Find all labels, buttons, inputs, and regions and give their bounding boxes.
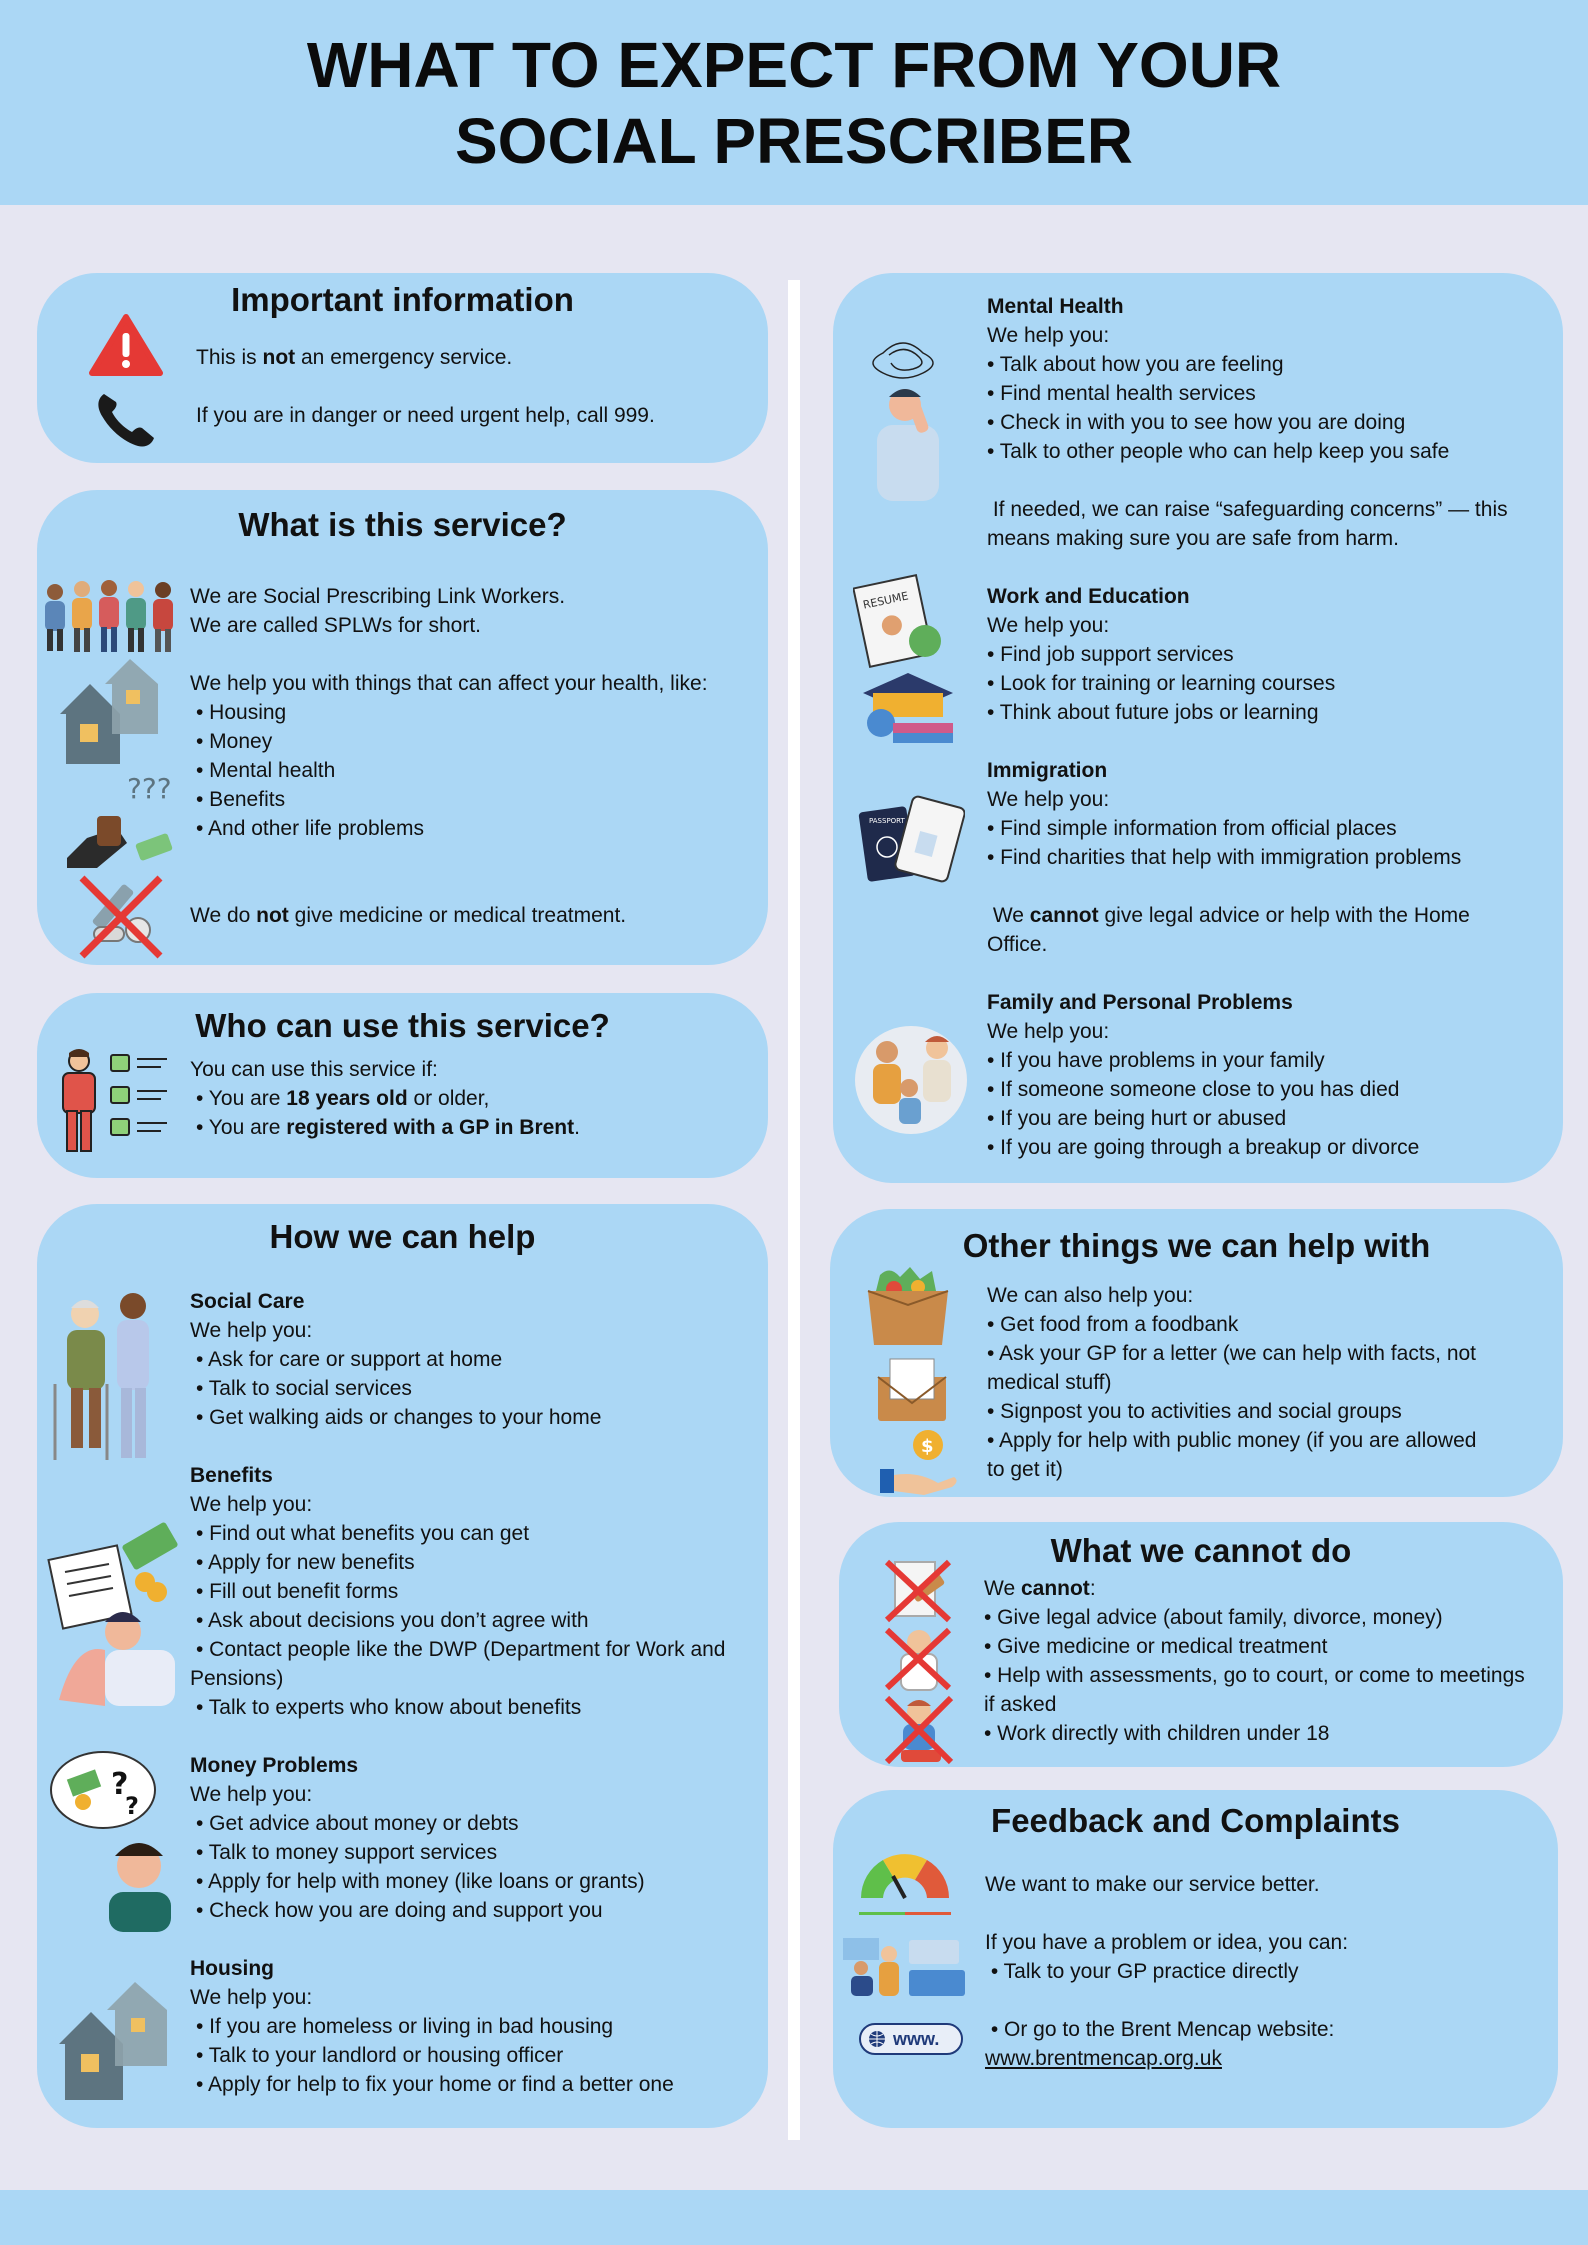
list-item: • Find job support services <box>987 643 1234 666</box>
feedback-text <box>985 1870 1348 2073</box>
list-item: • Apply for new benefits <box>196 1551 415 1574</box>
list-item: • Fill out benefit forms <box>196 1580 399 1603</box>
list-item: • Ask about decisions you don’t agree with <box>196 1609 589 1632</box>
benefits-heading: Benefits <box>190 1464 273 1487</box>
who-b2-a: • You are <box>196 1116 287 1139</box>
page-title-line2: SOCIAL PRESCRIBER <box>454 104 1134 177</box>
family-heading: Family and Personal Problems <box>987 991 1293 1014</box>
list-item: • If you are homeless or living in bad housing <box>196 2015 614 2038</box>
feedback-line2: If you have a problem or idea, you can: <box>985 1931 1349 1954</box>
money-problems-icon <box>45 1744 185 1934</box>
list-item: • Look for training or learning courses <box>987 672 1336 695</box>
social-care-heading: Social Care <box>190 1290 305 1313</box>
no-medicine-icon <box>76 872 166 962</box>
who-intro: You can use this service if: <box>190 1058 438 1081</box>
spacer <box>985 1986 1348 2015</box>
list-item: • Signpost you to activities and social groups <box>987 1400 1402 1423</box>
feedback-card <box>833 1790 1558 2128</box>
who-text <box>190 1055 580 1142</box>
immigration-note-a: We <box>987 904 1030 927</box>
cannot-card <box>839 1522 1563 1767</box>
list-item: • Apply for help with public money (if you are allowed <box>987 1429 1477 1452</box>
list-item: • Find charities that help with immigration problems <box>987 846 1462 869</box>
list-item: • Talk about how you are feeling <box>987 353 1284 376</box>
who-bullet-gp <box>190 1113 580 1142</box>
warning-icon <box>88 313 164 377</box>
svg-text:???: ??? <box>127 772 172 805</box>
list-item: • Find mental health services <box>987 382 1256 405</box>
www-label: www. <box>893 2028 940 2049</box>
mental-health-section <box>987 292 1508 553</box>
passport-icon <box>855 793 965 893</box>
cannot-title: What we cannot do <box>1050 1532 1352 1569</box>
feedback-option-website: • Or go to the Brent Mencap website: <box>985 2018 1335 2041</box>
how-card <box>37 1204 768 2128</box>
list-item: • Talk to your landlord or housing officer <box>196 2044 564 2067</box>
list-item: • Money <box>196 730 273 753</box>
who-title: Who can use this service? <box>195 1007 610 1044</box>
list-item: • Housing <box>196 701 287 724</box>
we-help-label: We help you: <box>190 1319 313 1342</box>
other-intro: We can also help you: <box>987 1284 1194 1307</box>
benefits-section <box>190 1461 725 1722</box>
people-icon <box>37 574 187 654</box>
checklist-person-icon <box>57 1047 177 1157</box>
resume-education-icon <box>853 573 963 753</box>
who-b2-c: . <box>574 1116 580 1139</box>
what-intro-line2: We are called SPLWs for short. <box>190 614 481 637</box>
important-title: Important information <box>231 281 574 318</box>
list-item: • Apply for help to fix your home or find a better one <box>196 2073 674 2096</box>
list-item: • Talk to experts who know about benefits <box>196 1696 582 1719</box>
cannot-intro-c: : <box>1089 1577 1096 1600</box>
svg-text:RESUME: RESUME <box>861 589 910 612</box>
who-b1-c: or older, <box>407 1087 490 1110</box>
svg-text:PASSPORT: PASSPORT <box>869 817 905 825</box>
spacer <box>987 872 1470 901</box>
money-section <box>190 1751 645 1925</box>
housing-icon <box>49 1974 179 2104</box>
what-card <box>37 490 768 965</box>
list-item: • If you are going through a breakup or divorce <box>987 1136 1420 1159</box>
svg-text:?: ? <box>125 1792 139 1820</box>
work-heading: Work and Education <box>987 585 1190 608</box>
list-item: • If someone someone close to you has died <box>987 1078 1400 1101</box>
other-card <box>830 1209 1563 1497</box>
list-item-continued: to get it) <box>987 1458 1063 1481</box>
important-line1-a: This is <box>196 346 263 369</box>
list-item: • Benefits <box>196 788 286 811</box>
satisfaction-gauge-icon <box>853 1840 957 1920</box>
no-legal-icon <box>881 1556 957 1626</box>
list-item: • Give medicine or medical treatment <box>984 1635 1328 1658</box>
column-divider <box>788 280 800 2140</box>
we-help-label: We help you: <box>190 1783 313 1806</box>
spacer <box>987 466 1508 495</box>
immigration-heading: Immigration <box>987 759 1108 782</box>
cannot-intro-bold: cannot <box>1020 1577 1090 1600</box>
stressed-person-icon <box>853 333 963 503</box>
no-children-icon <box>881 1692 957 1768</box>
we-help-label: We help you: <box>190 1986 313 2009</box>
cannot-intro-a: We <box>984 1577 1021 1600</box>
immigration-note-bold: cannot <box>1029 904 1099 927</box>
carer-elderly-icon <box>47 1284 167 1464</box>
list-item: • Check how you are doing and support you <box>196 1899 603 1922</box>
what-no-bold: not <box>256 904 289 927</box>
list-item: • And other life problems <box>196 817 424 840</box>
list-item-continued: medical stuff) <box>987 1371 1112 1394</box>
phone-icon <box>94 390 158 448</box>
topics-card <box>833 273 1563 1183</box>
what-no-c: give medicine or medical treatment. <box>288 904 627 927</box>
letter-icon <box>874 1355 950 1425</box>
list-item: • Apply for help with money (like loans or grants) <box>196 1870 645 1893</box>
other-text <box>987 1281 1476 1484</box>
benefits-form-icon <box>45 1522 185 1712</box>
list-item: • If you are being hurt or abused <box>987 1107 1287 1130</box>
no-medical-icon <box>881 1624 957 1694</box>
globe-icon <box>867 2029 887 2049</box>
spacer <box>985 1899 1348 1928</box>
list-item: • Check in with you to see how you are doing <box>987 411 1406 434</box>
list-item: • Talk to money support services <box>196 1841 498 1864</box>
cannot-text <box>984 1574 1525 1748</box>
svg-text:?: ? <box>111 1767 129 1802</box>
website-icon <box>859 2023 963 2055</box>
list-item: • Talk to other people who can help keep you safe <box>987 440 1450 463</box>
who-b2-bold: registered with a GP in Brent <box>286 1116 575 1139</box>
list-item: • Talk to social services <box>196 1377 412 1400</box>
what-intro-line1: We are Social Prescribing Link Workers. <box>190 585 566 608</box>
brent-mencap-link[interactable]: www.brentmencap.org.uk <box>985 2047 1222 2070</box>
list-item: • Find out what benefits you can get <box>196 1522 530 1545</box>
we-help-label: We help you: <box>987 324 1110 347</box>
immigration-note-line2: Office. <box>987 933 1048 956</box>
list-item: • Mental health <box>196 759 336 782</box>
what-help-intro: We help you with things that can affect your health, like: <box>190 672 708 695</box>
work-section <box>987 582 1335 727</box>
mental-health-heading: Mental Health <box>987 295 1124 318</box>
list-item: • Work directly with children under 18 <box>984 1722 1330 1745</box>
money-heading: Money Problems <box>190 1754 359 1777</box>
what-help-list <box>190 669 708 843</box>
immigration-note-line1 <box>987 901 1470 930</box>
food-box-icon <box>860 1265 956 1349</box>
list-item: • Help with assessments, go to court, or come to meetings <box>984 1664 1525 1687</box>
social-care-section <box>190 1287 601 1432</box>
immigration-note-c: give legal advice or help with the Home <box>1098 904 1470 927</box>
important-card <box>37 273 768 463</box>
list-item-continued: if asked <box>984 1693 1057 1716</box>
family-section <box>987 988 1419 1162</box>
we-help-label: We help you: <box>987 614 1110 637</box>
list-item: • Think about future jobs or learning <box>987 701 1319 724</box>
page-title <box>307 27 1281 179</box>
page-header <box>0 0 1588 205</box>
cannot-intro <box>984 1574 1525 1603</box>
what-intro <box>190 582 565 640</box>
money-worry-icon <box>57 768 177 878</box>
we-help-label: We help you: <box>987 1020 1110 1043</box>
we-help-label: We help you: <box>190 1493 313 1516</box>
who-b1-bold: 18 years old <box>286 1087 408 1110</box>
who-bullet-age <box>190 1084 580 1113</box>
public-money-icon <box>878 1427 962 1497</box>
safeguarding-note-line2: means making sure you are safe from harm. <box>987 527 1400 550</box>
feedback-option-gp: • Talk to your GP practice directly <box>985 1960 1299 1983</box>
housing-heading: Housing <box>190 1957 274 1980</box>
who-card <box>37 993 768 1178</box>
important-line1-bold: not <box>262 346 296 369</box>
list-item: • Ask your GP for a letter (we can help with facts, not <box>987 1342 1477 1365</box>
feedback-line1: We want to make our service better. <box>985 1873 1320 1896</box>
list-item: • Get food from a foodbank <box>987 1313 1239 1336</box>
feedback-title: Feedback and Complaints <box>991 1802 1400 1839</box>
list-item: • Get walking aids or changes to your home <box>196 1406 602 1429</box>
safeguarding-note-line1: If needed, we can raise “safeguarding concerns” — this <box>987 498 1508 521</box>
how-title: How we can help <box>269 1218 536 1255</box>
who-b1-a: • You are <box>196 1087 287 1110</box>
other-title: Other things we can help with <box>962 1227 1431 1264</box>
list-item: • Ask for care or support at home <box>196 1348 503 1371</box>
housing-section <box>190 1954 674 2099</box>
important-line2: If you are in danger or need urgent help, call 999. <box>196 404 655 427</box>
list-item: • Contact people like the DWP (Department for Work and <box>196 1638 726 1661</box>
page-footer <box>0 2190 1588 2245</box>
immigration-section <box>987 756 1470 959</box>
page-title-line1: WHAT TO EXPECT FROM YOUR <box>306 28 1282 101</box>
important-line1 <box>196 343 512 372</box>
what-title: What is this service? <box>238 506 567 543</box>
what-no-a: We do <box>190 904 257 927</box>
list-item: • If you have problems in your family <box>987 1049 1325 1072</box>
svg-text:$: $ <box>921 1436 934 1457</box>
list-item: • Find simple information from official places <box>987 817 1397 840</box>
important-line1-c: an emergency service. <box>295 346 513 369</box>
list-item: • Give legal advice (about family, divorce, money) <box>984 1606 1443 1629</box>
list-item: • Get advice about money or debts <box>196 1812 519 1835</box>
gp-practice-icon <box>839 1930 969 2000</box>
list-item-continued: Pensions) <box>190 1667 284 1690</box>
what-no-medicine <box>190 901 626 930</box>
house-icon <box>50 654 170 774</box>
family-icon <box>851 1018 971 1138</box>
we-help-label: We help you: <box>987 788 1110 811</box>
